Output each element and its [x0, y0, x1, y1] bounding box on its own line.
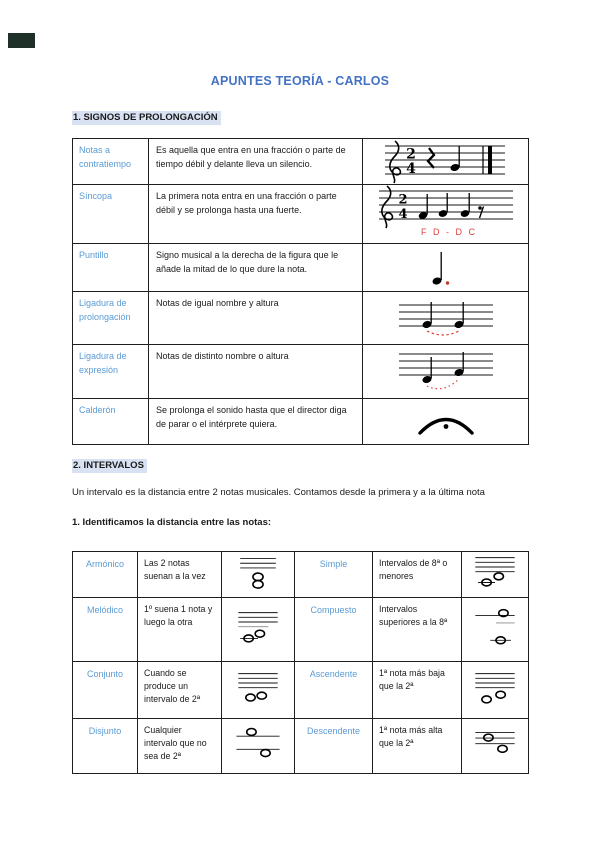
time-signature-top: 2: [397, 192, 408, 208]
figure-cell: [363, 345, 529, 399]
term-cell: [73, 185, 149, 244]
whole-note: [247, 728, 256, 735]
term-label: Melódico: [86, 605, 124, 615]
definition-cell: [373, 598, 462, 662]
definition-text: Intervalos superiores a la 8ª: [379, 604, 448, 628]
table-row: [73, 139, 529, 185]
figure-cell: [222, 662, 295, 719]
corner-artifact: [8, 33, 35, 48]
whole-note: [496, 691, 505, 698]
section2-heading: 2. INTERVALOS: [72, 459, 147, 473]
definition-text: Se prolonga el sonido hasta que el director diga de parar o el intérprete quiera.: [156, 405, 347, 429]
time-signature-top: 2: [405, 146, 416, 162]
term-label: Síncopa: [79, 191, 113, 201]
figure-cell: [462, 552, 529, 598]
figure-cell: [222, 598, 295, 662]
figure-cell: [363, 139, 529, 185]
term-label: Simple: [319, 559, 348, 569]
time-signature-bottom: 4: [397, 207, 408, 222]
whole-note: [253, 573, 263, 581]
definition-cell: [373, 552, 462, 598]
figure-cell: [462, 662, 529, 719]
figure-cell: [462, 598, 529, 662]
melodic-interval-icon: [227, 607, 289, 652]
definition-cell: [138, 598, 222, 662]
eighth-rest-icon: [478, 206, 482, 210]
figure-cell: [363, 292, 529, 345]
disjunct-interval-icon: [227, 724, 289, 769]
definition-cell: [373, 662, 462, 719]
definition-cell: [138, 552, 222, 598]
definition-cell: [149, 292, 363, 345]
term-cell: [295, 598, 373, 662]
term-cell: [295, 662, 373, 719]
term-cell: [295, 552, 373, 598]
definition-text: 1ª nota más alta que la 2ª: [379, 725, 443, 749]
definition-cell: [149, 185, 363, 244]
simple-interval-icon: [464, 552, 526, 597]
definition-cell: [149, 345, 363, 399]
definition-text: Intervalos de 8ª o menores: [379, 558, 448, 582]
term-cell: [73, 719, 138, 774]
harmonic-interval-icon: [227, 552, 289, 597]
treble-clef-icon: [381, 186, 392, 228]
definition-text: Signo musical a la derecha de la figura que le añade la mitad de lo que dure la nota.: [156, 250, 339, 274]
treble-clef-icon: [389, 141, 400, 183]
fermata-icon: [406, 406, 486, 438]
definition-cell: [373, 719, 462, 774]
intervals-table: [72, 551, 529, 774]
definition-text: Las 2 notas suenan a la vez: [144, 558, 206, 582]
definition-text: 1º suena 1 nota y luego la otra: [144, 604, 213, 628]
figure-cell: [363, 185, 529, 244]
term-label: Compuesto: [310, 605, 357, 615]
term-cell: [73, 139, 149, 185]
table-row: [73, 662, 529, 719]
whole-note: [482, 695, 491, 702]
definition-text: Cuando se produce un intervalo de 2ª: [144, 668, 201, 705]
slur-icon: [391, 348, 501, 396]
table-row: [73, 185, 529, 244]
term-cell: [295, 719, 373, 774]
definition-cell: [149, 139, 363, 185]
term-label: Disjunto: [88, 726, 122, 736]
page-title: APUNTES TEORÍA - CARLOS: [210, 74, 390, 88]
intervals-intro-text: Un intervalo es la distancia entre 2 notas musicales. Contamos desde la primera y a la última nota: [72, 487, 485, 498]
slur-curve: [427, 379, 459, 389]
term-label: Descendente: [306, 726, 361, 736]
time-signature-bottom: 4: [405, 160, 416, 177]
table-row: [73, 292, 529, 345]
figure-cell: [462, 719, 529, 774]
definition-text: Es aquella que entra en una fracción o parte de tiempo débil y delante lleva un silencio.: [156, 145, 346, 169]
term-label: Ligadura de prolongación: [79, 298, 131, 322]
whole-note: [253, 581, 263, 589]
note-name-labels: F D - D C: [420, 227, 477, 237]
term-cell: [73, 292, 149, 345]
prolongation-signs-table: [72, 138, 529, 445]
table-row: [73, 244, 529, 292]
whole-note: [261, 749, 270, 756]
dotted-note-icon: [426, 246, 466, 290]
tie-curve: [427, 331, 459, 335]
whole-note: [257, 692, 266, 699]
table-row: [73, 345, 529, 399]
ascending-interval-icon: [464, 668, 526, 713]
definition-cell: [149, 399, 363, 445]
term-cell: [73, 399, 149, 445]
table-row: [73, 399, 529, 445]
term-label: Ligadura de expresión: [79, 351, 127, 375]
definition-cell: [138, 662, 222, 719]
whole-note: [246, 694, 255, 701]
definition-text: Notas de igual nombre y altura: [156, 298, 279, 308]
term-cell: [73, 244, 149, 292]
definition-text: Notas de distinto nombre o altura: [156, 351, 289, 361]
figure-cell: [363, 244, 529, 292]
definition-text: 1ª nota más baja que la 2ª: [379, 668, 445, 692]
definition-text: Cualquier intervalo que no sea de 2ª: [144, 725, 207, 762]
term-label: Armónico: [85, 559, 124, 569]
staff-rest-note-icon: [371, 140, 521, 184]
definition-cell: [149, 244, 363, 292]
term-label: Puntillo: [79, 250, 109, 260]
term-label: Calderón: [79, 405, 116, 415]
figure-cell: [363, 399, 529, 445]
quarter-rest-icon: [428, 148, 434, 168]
augmentation-dot: [445, 281, 448, 284]
whole-note: [255, 630, 264, 637]
table-row: [73, 598, 529, 662]
term-cell: [73, 552, 138, 598]
definition-text: La primera nota entra en una fracción o parte débil y se prolonga hasta una fuerte.: [156, 191, 337, 215]
table-row: [73, 552, 529, 598]
term-label: Notas a contratiempo: [79, 145, 132, 169]
table-row: [73, 719, 529, 774]
definition-cell: [138, 719, 222, 774]
term-label: Ascendente: [309, 669, 358, 679]
term-cell: [73, 598, 138, 662]
figure-cell: [222, 719, 295, 774]
descending-interval-icon: [464, 724, 526, 769]
tie-icon: [391, 295, 501, 341]
whole-note: [498, 745, 507, 752]
syncopation-staff-icon: [371, 185, 521, 243]
final-barline: [488, 146, 492, 174]
intervals-subheading: 1. Identificamos la distancia entre las notas:: [72, 517, 272, 528]
conjunct-interval-icon: [227, 668, 289, 713]
term-cell: [73, 662, 138, 719]
whole-note: [494, 573, 503, 580]
term-cell: [73, 345, 149, 399]
section1-heading: 1. SIGNOS DE PROLONGACIÓN: [72, 111, 221, 125]
compound-interval-icon: [464, 607, 526, 652]
figure-cell: [222, 552, 295, 598]
term-label: Conjunto: [86, 669, 124, 679]
